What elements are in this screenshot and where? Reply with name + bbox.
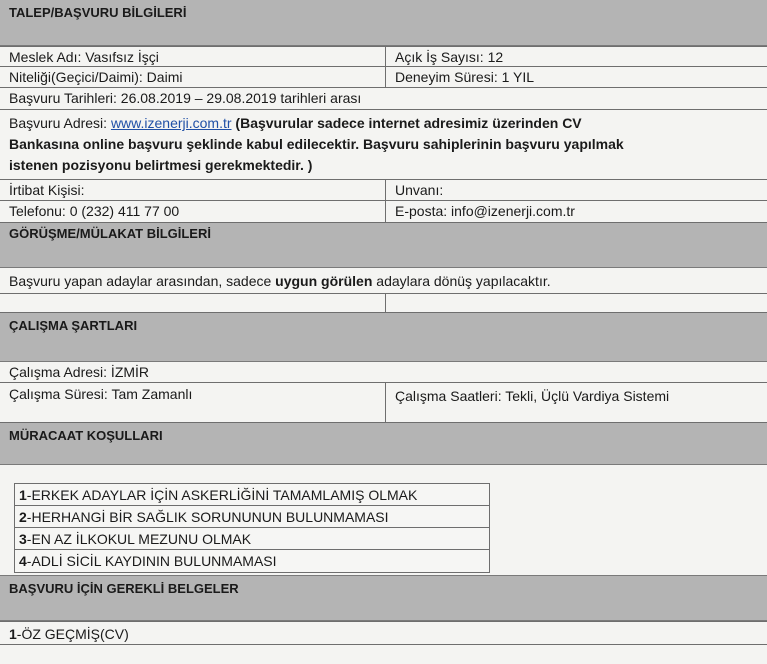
requirement-number: 3 (19, 531, 27, 547)
experience-duration: Deneyim Süresi: 1 YIL (385, 67, 767, 87)
requirement-item (15, 550, 489, 572)
empty-cell-right (385, 294, 767, 312)
phone: Telefonu: 0 (232) 411 77 00 (9, 203, 180, 219)
requirement-number: 2 (19, 509, 27, 525)
requirement-item (15, 506, 489, 528)
interview-text-bold: uygun görülen (275, 273, 373, 289)
row-dates (0, 88, 767, 110)
work-hours: Çalışma Saatleri: Tekli, Üçlü Vardiya Sistemi (385, 383, 767, 422)
address-note-line3: istenen pozisyonu belirtmesi gerekmektedir. ) (9, 157, 313, 173)
section-header-conditions: ÇALIŞMA ŞARTLARI (0, 313, 767, 362)
job-nature: Niteliği(Geçici/Daimi): Daimi (9, 69, 183, 85)
contact-person: İrtibat Kişisi: (9, 182, 85, 198)
row-interview-text (0, 268, 767, 294)
application-address (0, 110, 767, 179)
section-header-interview: GÖRÜŞME/MÜLAKAT BİLGİLERİ (0, 223, 767, 268)
application-dates: Başvuru Tarihleri: 26.08.2019 – 29.08.2019 tarihleri arası (9, 90, 362, 106)
requirement-text: -ADLİ SİCİL KAYDININ BULUNMAMASI (26, 553, 277, 569)
row-contact (0, 180, 767, 201)
requirement-text: -EN AZ İLKOKUL MEZUNU OLMAK (26, 531, 252, 547)
row-nature (0, 67, 767, 88)
empty-cell-left (0, 294, 385, 312)
requirement-number: 1 (19, 487, 27, 503)
section-header-documents: BAŞVURU İÇİN GEREKLİ BELGELER (0, 575, 767, 621)
document-item (0, 622, 767, 644)
requirement-number: 4 (19, 553, 27, 569)
row-empty (0, 294, 767, 313)
address-label: Başvuru Adresi: (9, 115, 111, 131)
document-text: -ÖZ GEÇMİŞ(CV) (16, 626, 129, 642)
email: E-posta: info@izenerji.com.tr (385, 201, 767, 222)
interview-text-pre: Başvuru yapan adaylar arasından, sadece (9, 273, 276, 289)
open-positions: Açık İş Sayısı: 12 (385, 47, 767, 66)
requirement-text: -ERKEK ADAYLAR İÇİN ASKERLİĞİNİ TAMAMLAMIŞ OLMAK (26, 487, 418, 503)
row-phone (0, 201, 767, 223)
contact-title: Unvanı: (385, 180, 767, 200)
requirements-list (14, 483, 490, 573)
row-document (0, 621, 767, 645)
address-note-line1: (Başvurular sadece internet adresimiz üzerinden CV (235, 115, 582, 131)
work-duration: Çalışma Süresi: Tam Zamanlı (9, 386, 193, 402)
website-link[interactable]: www.izenerji.com.tr (110, 115, 232, 131)
requirement-item (15, 528, 489, 550)
requirements-area (0, 465, 767, 575)
row-occupation (0, 46, 767, 67)
interview-text-post: adaylara dönüş yapılacaktır. (372, 273, 551, 289)
section-header-application: TALEP/BAŞVURU BİLGİLERİ (0, 0, 767, 46)
row-work-time (0, 383, 767, 423)
work-address: Çalışma Adresi: İZMİR (9, 364, 150, 380)
bottom-empty-row (0, 645, 767, 664)
requirement-item (15, 484, 489, 506)
occupation-name: Meslek Adı: Vasıfsız İşçi (9, 49, 159, 65)
row-work-address (0, 362, 767, 383)
row-address (0, 110, 767, 180)
interview-text (0, 268, 767, 293)
requirement-text: -HERHANGİ BİR SAĞLIK SORUNUNUN BULUNMAMASI (26, 509, 389, 525)
document-number: 1 (9, 626, 17, 642)
address-note-line2: Bankasına online başvuru şeklinde kabul edilecektir. Başvuru sahiplerinin başvuru yapılmak (9, 136, 624, 152)
section-header-requirements: MÜRACAAT KOŞULLARI (0, 423, 767, 465)
